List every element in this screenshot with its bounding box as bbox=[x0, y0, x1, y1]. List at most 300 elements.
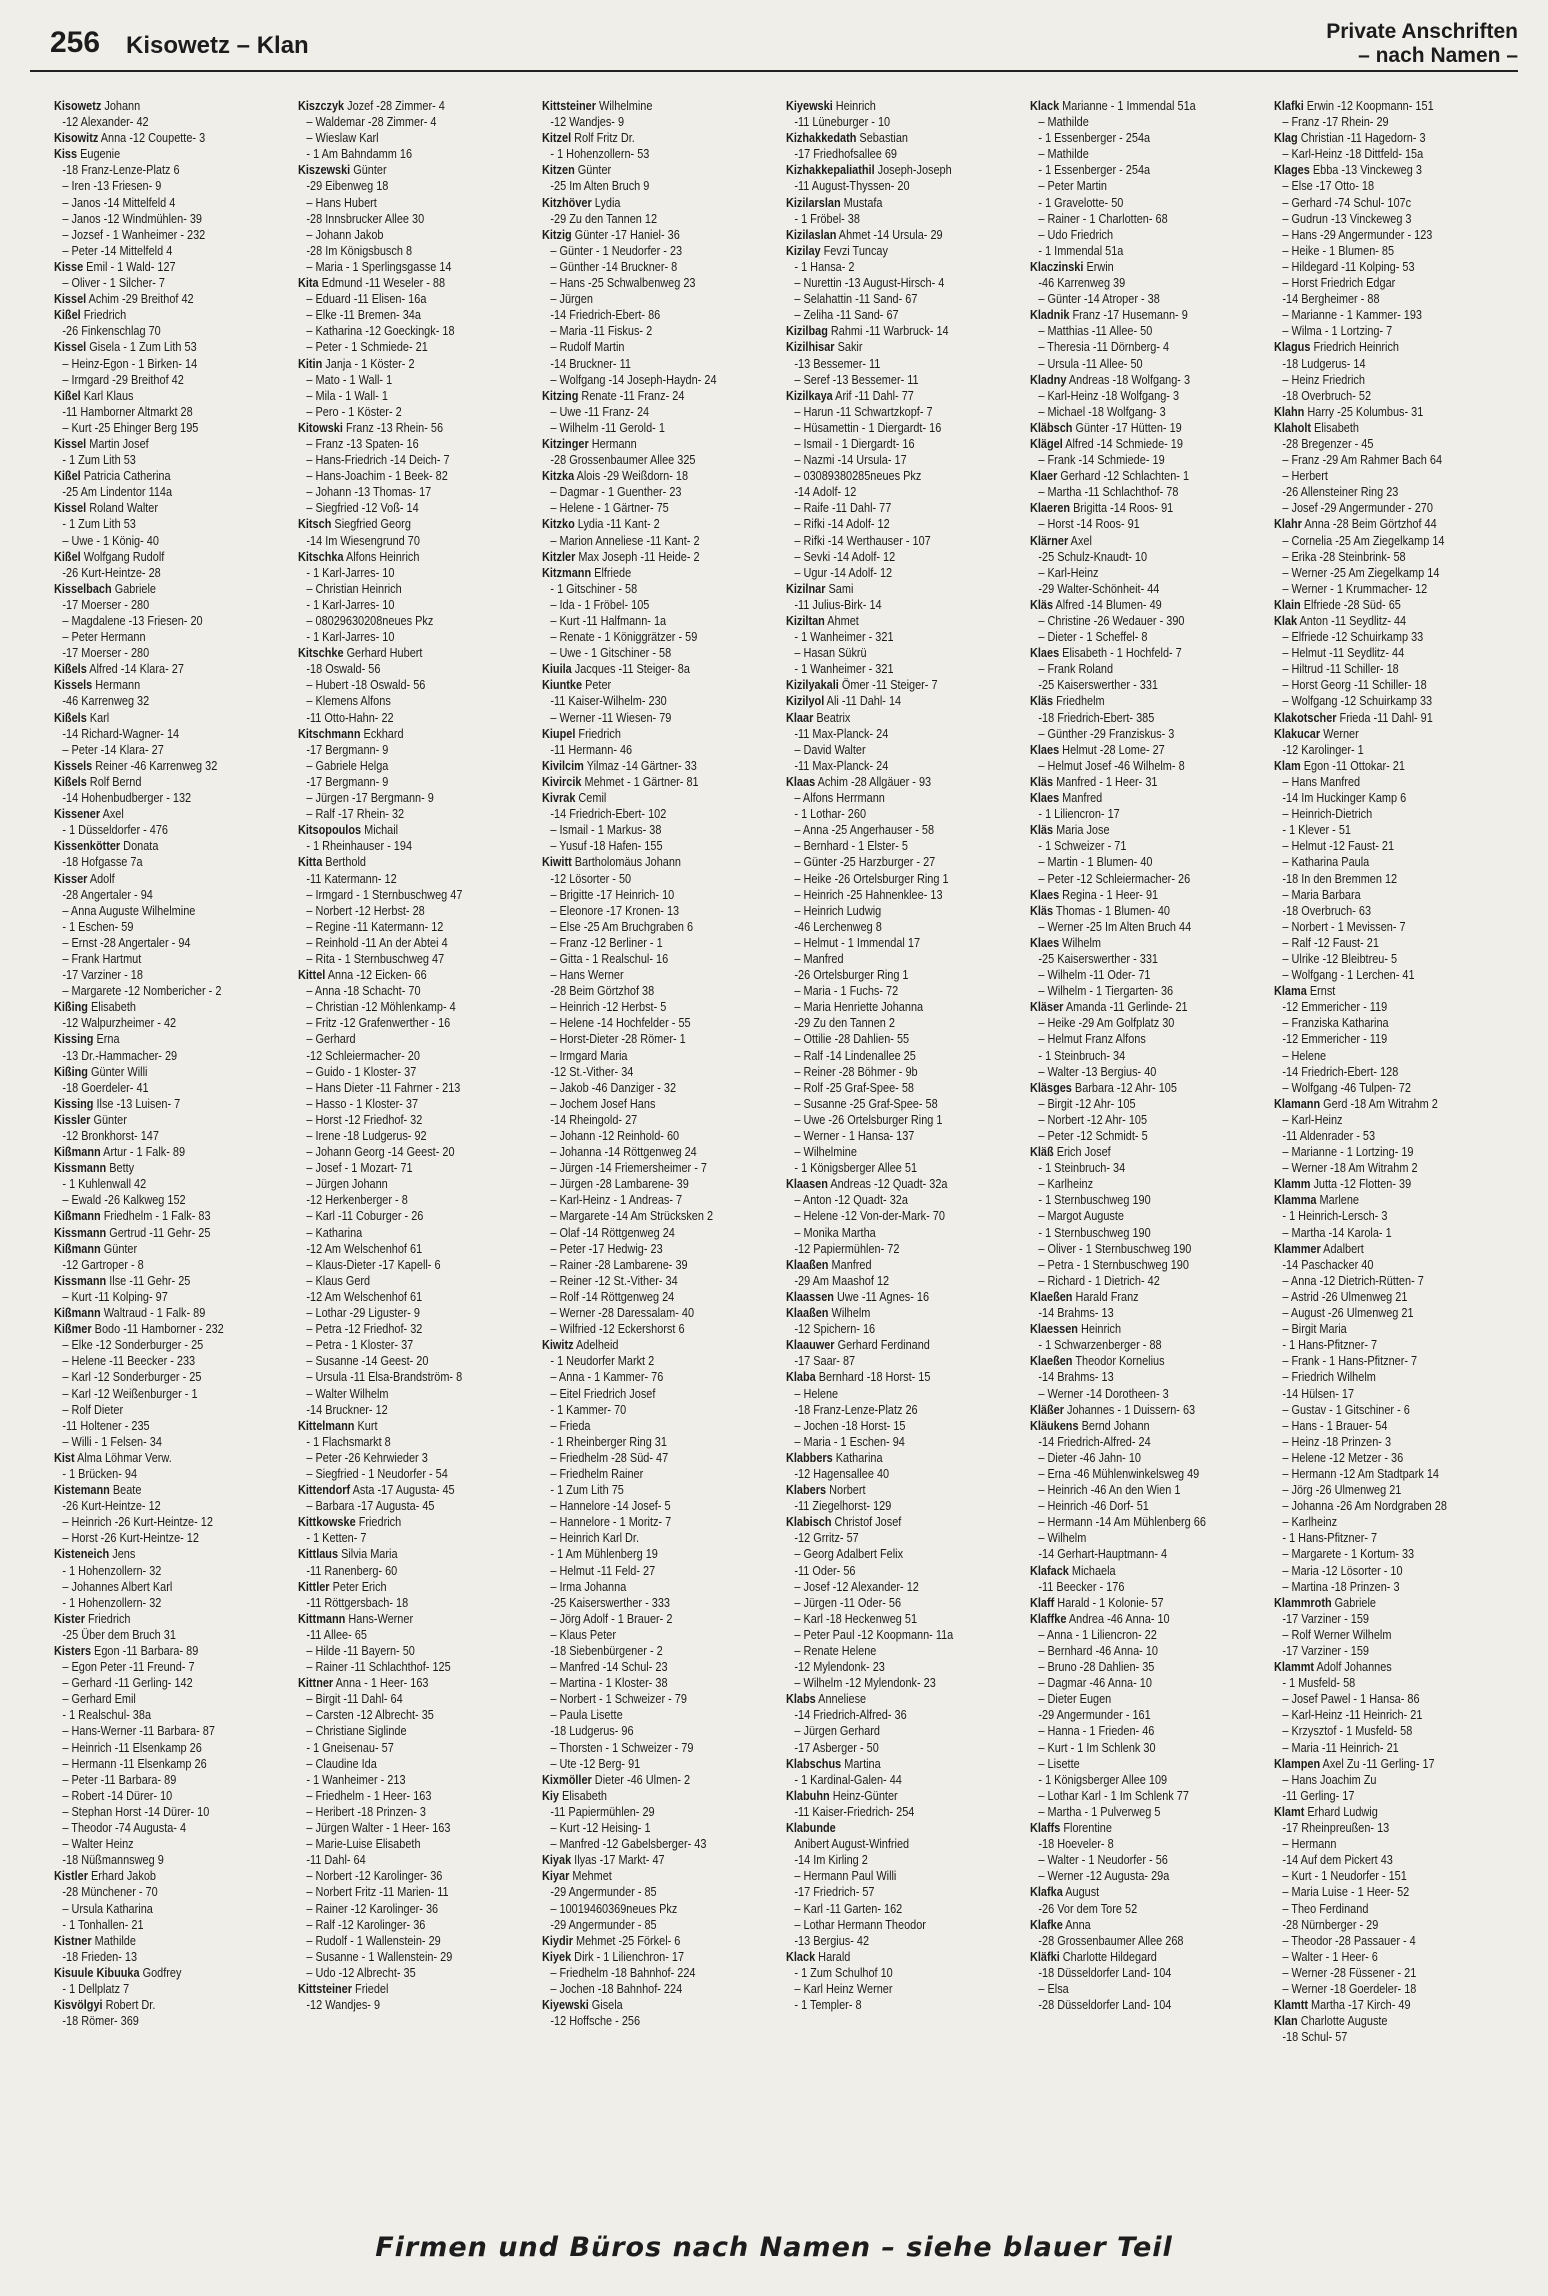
listing-entry bbox=[1030, 468, 1268, 484]
listing-entry bbox=[298, 275, 536, 291]
listing-entry: – Olaf -14 Röttgenweg 24 bbox=[550, 1224, 675, 1240]
listing-entry: -18 Goerdeler- 41 bbox=[62, 1079, 149, 1095]
listing-entry bbox=[786, 162, 1024, 178]
entry-detail: Mehmet -25 Förkel- 6 bbox=[572, 1932, 681, 1948]
entry-detail: Heinrich bbox=[832, 98, 876, 113]
listing-entry: – Robert -14 Dürer- 10 bbox=[62, 1787, 173, 1803]
entry-detail: Frieda -11 Dahl- 91 bbox=[1336, 709, 1433, 725]
listing-entry: -12 Gartroper - 8 bbox=[62, 1256, 144, 1272]
entry-detail: Friedrich bbox=[84, 1610, 131, 1626]
listing-entry bbox=[1274, 613, 1512, 629]
surname: Klahr bbox=[1274, 516, 1302, 532]
listing-entry: – Heinz-Egon - 1 Birken- 14 bbox=[62, 355, 198, 371]
listing-entry bbox=[298, 549, 536, 565]
listing-entry bbox=[54, 1643, 292, 1659]
listing-entry: – Ismail - 1 Markus- 38 bbox=[550, 822, 662, 838]
listing-entry: – Peter -11 Barbara- 89 bbox=[62, 1771, 177, 1787]
surname: Klärner bbox=[1030, 532, 1069, 548]
listing-entry: -12 Karolinger- 1 bbox=[1282, 741, 1364, 757]
listing-entry: – Nurettin -13 August-Hirsch- 4 bbox=[794, 275, 945, 291]
listing-entry: -18 Frieden- 13 bbox=[62, 1948, 138, 1964]
surname: Kivircik bbox=[542, 773, 582, 789]
listing-entry: -28 Münchener - 70 bbox=[62, 1884, 158, 1900]
listing-entry: - 1 Brücken- 94 bbox=[62, 1465, 138, 1481]
listing-entry: -17 Moerser - 280 bbox=[62, 596, 150, 612]
surname: Kläbsch bbox=[1030, 419, 1073, 435]
listing-entry bbox=[1274, 1659, 1512, 1675]
listing-entry: – Karl -18 Heckenweg 51 bbox=[794, 1610, 918, 1626]
listing-entry bbox=[786, 1337, 1024, 1353]
listing-entry: - 1 Kardinal-Galen- 44 bbox=[794, 1771, 902, 1787]
listing-entry bbox=[786, 613, 1024, 629]
listing-entry: - 1 Fröbel- 38 bbox=[794, 210, 860, 226]
listing-entry: -14 Paschacker 40 bbox=[1282, 1256, 1374, 1272]
listing-entry bbox=[542, 98, 780, 114]
entry-detail: Achim -28 Allgäuer - 93 bbox=[815, 773, 932, 789]
listing-entry: - 1 Zum Schulhof 10 bbox=[794, 1964, 893, 1980]
listing-entry bbox=[1030, 533, 1268, 549]
entry-detail: Hans-Werner bbox=[345, 1610, 414, 1626]
listing-entry: – Wilhelm - 1 Tiergarten- 36 bbox=[1038, 983, 1174, 999]
entry-detail: Eckhard bbox=[360, 725, 404, 741]
entry-detail: Andreas -18 Wolfgang- 3 bbox=[1066, 371, 1191, 387]
listing-entry: – Iren -13 Friesen- 9 bbox=[62, 178, 162, 194]
listing-entry: – Werner -12 Augusta- 29a bbox=[1038, 1868, 1170, 1884]
entry-detail: Christian -11 Hagedorn- 3 bbox=[1297, 130, 1426, 146]
surname: Kißing bbox=[54, 1063, 88, 1079]
listing-entry: – Jürgen -11 Oder- 56 bbox=[794, 1594, 902, 1610]
listing-entry bbox=[298, 645, 536, 661]
page-number: 256 bbox=[50, 26, 101, 59]
entry-detail: Mehmet bbox=[569, 1868, 612, 1884]
listing-entry: – Jörg Adolf - 1 Brauer- 2 bbox=[550, 1610, 673, 1626]
entry-detail: Betty bbox=[106, 1160, 135, 1176]
listing-entry: -14 Bergheimer - 88 bbox=[1282, 291, 1380, 307]
listing-entry bbox=[1030, 1144, 1268, 1160]
surname: Klafack bbox=[1030, 1562, 1069, 1578]
listing-entry: -18 Ludgerus- 14 bbox=[1282, 355, 1366, 371]
surname: Kissing bbox=[54, 1095, 94, 1111]
entry-detail: Dirk - 1 Lilienchron- 17 bbox=[571, 1948, 685, 1964]
listing-entry: – Elfriede -12 Schuirkamp 33 bbox=[1282, 629, 1424, 645]
listing-entry: – Werner -14 Dorotheen- 3 bbox=[1038, 1385, 1169, 1401]
listing-entry: -17 Bergmann- 9 bbox=[306, 773, 389, 789]
listing-entry: – Walter Heinz bbox=[62, 1836, 134, 1852]
listing-entry: – Franz -29 Am Rahmer Bach 64 bbox=[1282, 452, 1443, 468]
entry-detail: Gertrud -11 Gehr- 25 bbox=[106, 1224, 211, 1240]
listing-entry: – Thorsten - 1 Schweizer - 79 bbox=[550, 1739, 694, 1755]
listing-entry: -17 Varziner - 159 bbox=[1282, 1643, 1369, 1658]
listing-entry: – Hannelore - 1 Moritz- 7 bbox=[550, 1514, 672, 1530]
surname: Kivilcim bbox=[542, 757, 584, 773]
listing-entry: – Eduard -11 Elisen- 16a bbox=[306, 291, 427, 307]
listing-entry bbox=[54, 549, 292, 565]
surname: Kladny bbox=[1030, 371, 1067, 387]
surname: Klaholt bbox=[1274, 419, 1312, 435]
listing-entry: -12 Hoffsche - 256 bbox=[550, 2013, 641, 2029]
surname: Kistler bbox=[54, 1868, 88, 1884]
listing-entry bbox=[786, 710, 1024, 726]
surname: Kläßer bbox=[1030, 1401, 1064, 1417]
listing-entry: – Dagmar - 1 Guenther- 23 bbox=[550, 484, 682, 500]
listing-entry: – Heinrich -12 Herbst- 5 bbox=[550, 999, 667, 1015]
surname: Kizhakkepaliathil bbox=[786, 162, 875, 178]
listing-entry: – Egon Peter -11 Freund- 7 bbox=[62, 1659, 195, 1675]
listing-entry: – Helmut - 1 Immendal 17 bbox=[794, 934, 921, 950]
listing-entry bbox=[54, 259, 292, 275]
listing-entry: -14 Brahms- 13 bbox=[1038, 1369, 1114, 1385]
listing-entry: - 1 Sternbuschweg 190 bbox=[1038, 1224, 1151, 1240]
listing-entry: – Heinrich -46 An den Wien 1 bbox=[1038, 1482, 1181, 1498]
listing-entry bbox=[54, 661, 292, 677]
listing-entry: -14 Hülsen- 17 bbox=[1282, 1385, 1355, 1401]
listing-entry: -29 Zu den Tannen 2 bbox=[794, 1015, 895, 1031]
listing-entry: – Oliver - 1 Silcher- 7 bbox=[62, 275, 165, 291]
entry-detail: Alma Löhmar Verw. bbox=[74, 1449, 172, 1465]
listing-entry: – Peter Martin bbox=[1038, 178, 1107, 194]
listing-entry: – Helmut -11 Feld- 27 bbox=[550, 1562, 656, 1578]
entry-detail: Marianne - 1 Immendal 51a bbox=[1059, 98, 1196, 113]
entry-detail: Anna -12 Coupette- 3 bbox=[98, 130, 206, 146]
surname: Kitsch bbox=[298, 516, 332, 532]
listing-entry: – Regine -11 Katermann- 12 bbox=[306, 918, 444, 934]
entry-detail: Sakir bbox=[834, 339, 863, 355]
listing-column bbox=[1030, 98, 1274, 2213]
listing-entry: – Raife -11 Dahl- 77 bbox=[794, 500, 892, 516]
listing-entry bbox=[298, 1675, 536, 1691]
listing-entry: -14 Rheingold- 27 bbox=[550, 1111, 638, 1127]
listing-entry: -14 Brahms- 13 bbox=[1038, 1305, 1114, 1321]
entry-detail: Heinz-Günter bbox=[829, 1787, 898, 1803]
entry-detail: Johannes - 1 Duissern- 63 bbox=[1063, 1401, 1196, 1417]
listing-entry bbox=[1274, 130, 1512, 146]
listing-entry: - 1 Dellplatz 7 bbox=[62, 1980, 130, 1996]
listing-entry: – Hans-Werner -11 Barbara- 87 bbox=[62, 1723, 215, 1739]
surname: Klakucar bbox=[1274, 725, 1321, 741]
surname: Kißmann bbox=[54, 1305, 101, 1321]
entry-detail: Edmund -11 Weseler - 88 bbox=[318, 275, 446, 291]
surname: Kisowetz bbox=[54, 98, 102, 113]
listing-entry: -11 Katermann- 12 bbox=[306, 870, 397, 886]
listing-entry: – Walter Wilhelm bbox=[306, 1385, 389, 1401]
surname: Kizilbag bbox=[786, 323, 828, 339]
listing-entry bbox=[1030, 1353, 1268, 1369]
entry-detail: Reiner -46 Karrenweg 32 bbox=[92, 757, 218, 773]
listing-entry: – Friedrich Wilhelm bbox=[1282, 1369, 1376, 1385]
listing-entry: – Werner -18 Am Witrahm 2 bbox=[1282, 1160, 1418, 1176]
surname: Kissel bbox=[54, 291, 87, 307]
listing-entry: -28 Düsseldorfer Land- 104 bbox=[1038, 1997, 1172, 2013]
entry-detail: Adolf Johannes bbox=[1314, 1659, 1392, 1675]
listing-entry: – Walter -13 Bergius- 40 bbox=[1038, 1063, 1157, 1079]
listing-entry: – Heike -26 Ortelsburger Ring 1 bbox=[794, 870, 949, 886]
surname: Klamm bbox=[1274, 1176, 1311, 1192]
listing-entry: -11 August-Thyssen- 20 bbox=[794, 178, 910, 194]
listing-entry: - 1 Zum Lith 53 bbox=[62, 516, 136, 532]
surname: Kizhakkedath bbox=[786, 130, 857, 146]
entry-detail: Patricia Catherina bbox=[80, 468, 171, 484]
listing-entry: – Ismail - 1 Diergardt- 16 bbox=[794, 435, 915, 451]
listing-entry: – Norbert -12 Karolinger- 36 bbox=[306, 1868, 443, 1884]
entry-detail: Erwin bbox=[1083, 258, 1114, 274]
listing-entry: - 1 Klever - 51 bbox=[1282, 822, 1351, 838]
surname: Kläsges bbox=[1030, 1079, 1072, 1095]
listing-entry: -29 Angermunder - 161 bbox=[1038, 1707, 1151, 1723]
listing-entry: – Johann Georg -14 Geest- 20 bbox=[306, 1144, 455, 1160]
listing-entry: -14 Gerhart-Hauptmann- 4 bbox=[1038, 1546, 1168, 1562]
entry-detail: Günter Willi bbox=[87, 1063, 148, 1079]
surname: Klabuhn bbox=[786, 1787, 830, 1803]
listing-entry: - 1 Rheinhauser - 194 bbox=[306, 838, 413, 854]
listing-entry: – Marianne - 1 Kammer- 193 bbox=[1282, 307, 1422, 323]
surname: Klaffke bbox=[1030, 1610, 1067, 1626]
entry-detail: Friedrich bbox=[355, 1514, 402, 1530]
entry-detail: Rahmi -11 Warbruck- 14 bbox=[827, 323, 949, 339]
entry-detail: Elfriede bbox=[591, 564, 632, 580]
listing-entry bbox=[1030, 1884, 1268, 1900]
entry-detail: Kurt bbox=[354, 1417, 378, 1433]
listing-entry bbox=[298, 1482, 536, 1498]
entry-detail: Beatrix bbox=[813, 709, 851, 725]
listing-entry: – Siegfried - 1 Neudorfer - 54 bbox=[306, 1465, 448, 1481]
entry-detail: Hermann bbox=[92, 677, 141, 693]
listing-entry: - 1 Templer- 8 bbox=[794, 1997, 862, 2013]
surname: Klam bbox=[1274, 757, 1301, 773]
listing-entry: – Johann -13 Thomas- 17 bbox=[306, 484, 432, 500]
surname: Klamma bbox=[1274, 1192, 1317, 1208]
entry-detail: Renate -11 Franz- 24 bbox=[578, 387, 685, 403]
listing-entry: – Heinz -18 Prinzen- 3 bbox=[1282, 1433, 1392, 1449]
listing-entry: -28 Angertaler - 94 bbox=[62, 886, 153, 902]
listing-entry: – Helene bbox=[794, 1385, 839, 1401]
surname: Kittmann bbox=[298, 1610, 346, 1626]
listing-entry bbox=[786, 1482, 1024, 1498]
listing-entry bbox=[1274, 597, 1512, 613]
listing-entry: – Bernhard - 1 Elster- 5 bbox=[794, 838, 908, 854]
entry-detail: Waltraud - 1 Falk- 89 bbox=[100, 1305, 206, 1321]
listing-entry: – Christiane Siglinde bbox=[306, 1723, 407, 1739]
listing-entry bbox=[298, 1611, 536, 1627]
listing-entry bbox=[1030, 790, 1268, 806]
listing-entry: – Friedhelm -18 Bahnhof- 224 bbox=[550, 1964, 696, 1980]
listing-entry bbox=[54, 1064, 292, 1080]
entry-detail: Rolf Bernd bbox=[86, 773, 142, 789]
surname: Kiziltan bbox=[786, 613, 825, 628]
entry-detail: Barbara -12 Ahr- 105 bbox=[1071, 1079, 1177, 1095]
entry-detail: Günter bbox=[100, 1240, 138, 1256]
listing-entry: -25 Schulz-Knaudt- 10 bbox=[1038, 548, 1148, 564]
listing-entry: -14 Adolf- 12 bbox=[794, 484, 857, 500]
listing-entry: - 1 Heinrich-Lersch- 3 bbox=[1282, 1208, 1388, 1224]
listing-entry bbox=[1274, 1804, 1512, 1820]
surname: Kitschke bbox=[298, 645, 344, 661]
entry-detail: Roland Walter bbox=[86, 500, 159, 516]
listing-entry bbox=[786, 677, 1024, 693]
entry-detail: Egon -11 Barbara- 89 bbox=[91, 1643, 199, 1658]
entry-detail: Alfred -14 Schmiede- 19 bbox=[1062, 435, 1183, 451]
listing-entry: -25 Über dem Bruch 31 bbox=[62, 1626, 176, 1642]
surname: Kläs bbox=[1030, 773, 1054, 789]
listing-entry: - 1 Eschen- 59 bbox=[62, 918, 134, 934]
listing-entry: – Rainer -12 Karolinger- 36 bbox=[306, 1900, 439, 1916]
listing-entry: – Krzysztof - 1 Musfeld- 58 bbox=[1282, 1723, 1413, 1739]
listing-entry: -14 Friedrich-Ebert- 128 bbox=[1282, 1063, 1399, 1079]
listing-entry bbox=[786, 1691, 1024, 1707]
listing-entry bbox=[54, 1965, 292, 1981]
listing-entry: - 1 Karl-Jarres- 10 bbox=[306, 629, 395, 645]
listing-entry: – Jochen -18 Horst- 15 bbox=[794, 1417, 906, 1433]
listing-entry: -14 Friedrich-Ebert- 102 bbox=[550, 806, 667, 822]
surname: Kisser bbox=[54, 870, 88, 886]
listing-entry: – Werner -25 Am Ziegelkamp 14 bbox=[1282, 564, 1440, 580]
listing-entry bbox=[54, 999, 292, 1015]
listing-entry bbox=[542, 516, 780, 532]
entry-detail: Friedhelm bbox=[1053, 693, 1105, 709]
listing-entry: – Reiner -12 St.-Vither- 34 bbox=[550, 1272, 678, 1288]
listing-entry: – Susanne - 1 Wallenstein- 29 bbox=[306, 1948, 453, 1964]
listing-entry: – Irma Johanna bbox=[550, 1578, 627, 1594]
listing-entry bbox=[54, 1241, 292, 1257]
listing-entry: – Hans Hubert bbox=[306, 194, 377, 210]
surname: Kladnik bbox=[1030, 307, 1070, 323]
listing-entry: - 1 Hans-Pfitzner- 7 bbox=[1282, 1337, 1378, 1353]
entry-detail: Manfred - 1 Heer- 31 bbox=[1053, 773, 1158, 789]
surname: Kläs bbox=[1030, 822, 1054, 838]
listing-entry: - 1 Realschul- 38a bbox=[62, 1707, 152, 1723]
listing-entry: – Manfred -12 Gabelsberger- 43 bbox=[550, 1836, 707, 1852]
listing-entry: – Werner -11 Wiesen- 79 bbox=[550, 709, 672, 725]
listing-entry: -11 Gerling- 17 bbox=[1282, 1787, 1355, 1803]
entry-detail: Gisela - 1 Zum Lith 53 bbox=[86, 339, 197, 355]
listing-entry: – Rolf -14 Röttgenweg 24 bbox=[550, 1288, 675, 1304]
entry-detail: Mustafa bbox=[840, 194, 883, 210]
page-header bbox=[30, 20, 1518, 72]
listing-entry bbox=[54, 1997, 292, 2013]
entry-detail: Gerd -18 Am Witrahm 2 bbox=[1320, 1095, 1438, 1111]
entry-detail: Günter -17 Haniel- 36 bbox=[571, 226, 680, 242]
listing-entry: – Reiner -28 Böhmer - 9b bbox=[794, 1063, 918, 1079]
listing-entry bbox=[786, 195, 1024, 211]
entry-detail: Ilyas -17 Markt- 47 bbox=[571, 1852, 665, 1868]
entry-detail: Anneliese bbox=[815, 1691, 867, 1707]
listing-entry: – Ute -12 Berg- 91 bbox=[550, 1755, 641, 1771]
listing-entry: – Hermann bbox=[1282, 1836, 1337, 1852]
listing-entry: -18 Hofgasse 7a bbox=[62, 854, 143, 870]
listing-entry: -11 Kaiser-Wilhelm- 230 bbox=[550, 693, 667, 709]
listing-entry: - 1 Flachsmarkt 8 bbox=[306, 1433, 391, 1449]
surname: Kissener bbox=[54, 806, 101, 822]
listing-entry bbox=[1030, 822, 1268, 838]
surname: Kittlaus bbox=[298, 1546, 339, 1562]
surname: Kisvölgyi bbox=[54, 1997, 103, 2013]
listing-entry: -11 Ranenberg- 60 bbox=[306, 1562, 398, 1578]
listing-entry bbox=[786, 1369, 1024, 1385]
listing-entry bbox=[786, 388, 1024, 404]
surname: Klaff bbox=[1030, 1594, 1055, 1610]
listing-entry: -11 Aldenrader - 53 bbox=[1282, 1128, 1376, 1143]
entry-detail: August bbox=[1062, 1884, 1100, 1900]
listing-entry: – Peter -14 Klara- 27 bbox=[62, 741, 164, 757]
surname: Kißel bbox=[54, 307, 81, 323]
surname: Kissel bbox=[54, 435, 87, 451]
listing-entry: – Martina -18 Prinzen- 3 bbox=[1282, 1578, 1400, 1594]
listing-entry: – Friedhelm -28 Süd- 47 bbox=[550, 1449, 669, 1465]
entry-detail: Robert Dr. bbox=[102, 1997, 156, 2013]
listing-entry: – Eitel Friedrich Josef bbox=[550, 1385, 656, 1401]
listing-entry bbox=[786, 1176, 1024, 1192]
listing-entry: – Wilhelm -11 Oder- 71 bbox=[1038, 967, 1151, 983]
listing-entry: - 1 Lothar- 260 bbox=[794, 806, 867, 822]
surname: Kiszczyk bbox=[298, 98, 345, 113]
section-title bbox=[1326, 20, 1518, 68]
listing-entry bbox=[1274, 420, 1512, 436]
entry-detail: Donata bbox=[120, 838, 159, 854]
listing-entry: – Elke -12 Sonderburger - 25 bbox=[62, 1337, 204, 1353]
listing-entry bbox=[1030, 903, 1268, 919]
entry-detail: Friedel bbox=[352, 1980, 389, 1996]
listing-entry: -12 Hagensallee 40 bbox=[794, 1465, 890, 1481]
listing-entry bbox=[1030, 1289, 1268, 1305]
entry-detail: Ali -11 Dahl- 14 bbox=[824, 693, 902, 709]
entry-detail: Christof Josef bbox=[831, 1514, 902, 1530]
listing-entry: - 1 Königsberger Allee 51 bbox=[794, 1160, 918, 1176]
listing-entry: - 1 Hansa- 2 bbox=[794, 258, 855, 274]
listing-entry bbox=[542, 1949, 780, 1965]
listing-entry: -11 Hamborner Altmarkt 28 bbox=[62, 403, 193, 419]
listing-entry: – Seref -13 Bessemer- 11 bbox=[794, 371, 919, 387]
listing-entry: – Peter -14 Mittelfeld 4 bbox=[62, 242, 173, 258]
entry-detail: Bodo -11 Hamborner - 232 bbox=[91, 1321, 224, 1337]
listing-entry bbox=[1274, 1192, 1512, 1208]
entry-detail: Elisabeth - 1 Hochfeld- 7 bbox=[1059, 645, 1182, 661]
listing-entry: – Karl-Heinz bbox=[1282, 1111, 1343, 1127]
listing-entry: – Hans Joachim Zu bbox=[1282, 1771, 1377, 1787]
listing-entry bbox=[298, 822, 536, 838]
entry-detail: Max Joseph -11 Heide- 2 bbox=[575, 548, 700, 564]
listing-entry bbox=[786, 339, 1024, 355]
listing-entry bbox=[1274, 1176, 1512, 1192]
listing-entry: -14 Bruckner- 11 bbox=[550, 355, 631, 371]
listing-entry: – Bernhard -46 Anna- 10 bbox=[1038, 1643, 1159, 1658]
surname: Kläfki bbox=[1030, 1948, 1060, 1964]
surname: Klaes bbox=[1030, 886, 1060, 902]
listing-entry: – Günter -25 Harzburger - 27 bbox=[794, 854, 936, 870]
listing-entry: - 1 Liliencron- 17 bbox=[1038, 806, 1120, 822]
entry-detail: Wolfgang Rudolf bbox=[80, 548, 165, 564]
entry-detail: Gabriele bbox=[111, 580, 156, 596]
listing-entry bbox=[542, 1852, 780, 1868]
listing-entry: – Harun -11 Schwartzkopf- 7 bbox=[794, 403, 933, 419]
listing-entry: -17 Rheinpreußen- 13 bbox=[1282, 1820, 1390, 1836]
surname: Kitowski bbox=[298, 419, 343, 435]
entry-detail: Charlotte Hildegard bbox=[1059, 1948, 1157, 1964]
listing-entry: – Christian -12 Möhlenkamp- 4 bbox=[306, 999, 456, 1015]
listing-entry: – Horst -12 Friedhof- 32 bbox=[306, 1111, 423, 1127]
listing-entry bbox=[786, 1289, 1024, 1305]
listing-entry: – Heinrich-Dietrich bbox=[1282, 806, 1373, 822]
listing-entry: -26 Kurt-Heintze- 12 bbox=[62, 1498, 161, 1514]
surname: Kitzler bbox=[542, 548, 576, 564]
entry-detail: Anna - 1 Heer- 163 bbox=[333, 1675, 429, 1691]
listing-entry bbox=[1274, 1997, 1512, 2013]
entry-detail: Mehmet - 1 Gärtner- 81 bbox=[581, 773, 699, 789]
surname: Kißels bbox=[54, 709, 87, 725]
entry-detail: Axel bbox=[100, 806, 124, 822]
listing-entry: -28 Im Königsbusch 8 bbox=[306, 242, 413, 258]
listing-column bbox=[542, 98, 786, 2213]
listing-entry: -12 Grritz- 57 bbox=[794, 1530, 859, 1546]
listing-column bbox=[786, 98, 1030, 2213]
